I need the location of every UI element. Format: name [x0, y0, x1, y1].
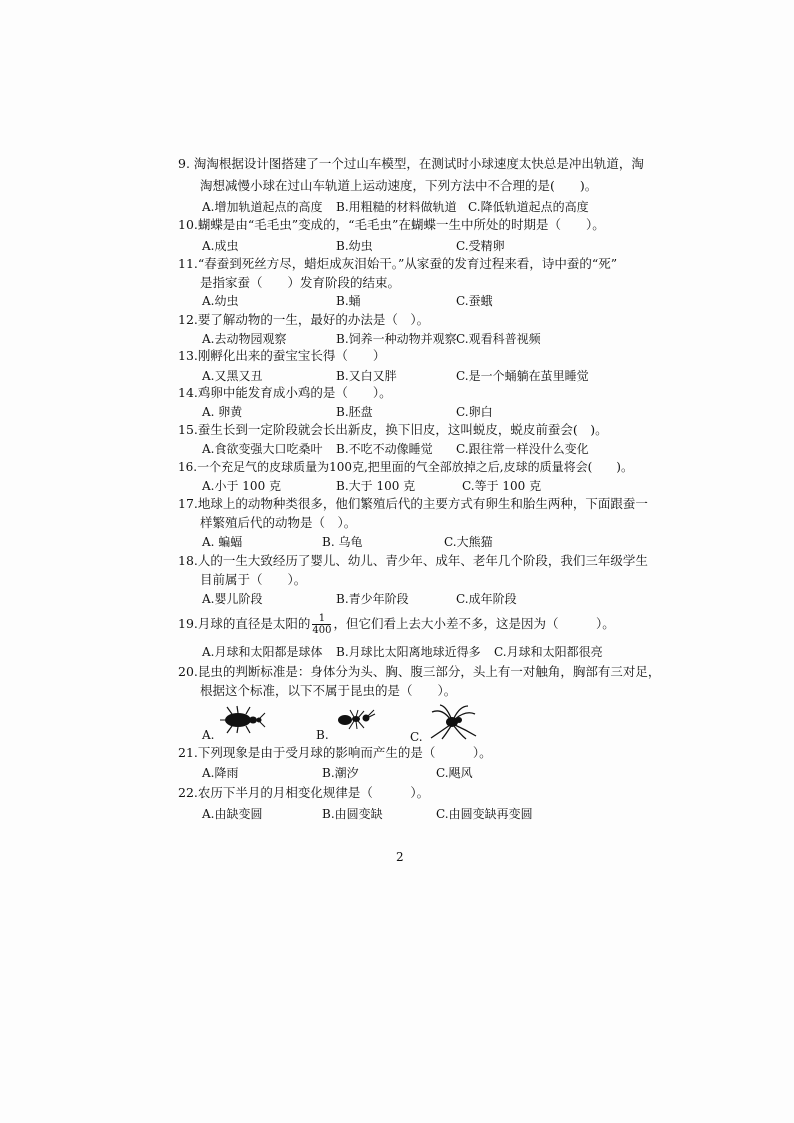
question-11-option-c: C.蚕蛾: [456, 294, 493, 308]
question-19-option-a: A.月球和太阳都是球体: [202, 645, 323, 659]
question-12-option-b: B.饲养一种动物并观察: [336, 332, 457, 346]
question-22-option-c: C.由圆变缺再变圆: [436, 807, 533, 821]
question-15-option-b: B.不吃不动像睡觉: [336, 442, 433, 456]
question-18-line-2: 目前属于（ ）。: [200, 572, 307, 587]
question-11-line-1: 11.“春蚕到死丝方尽，蜡炬成灰泪始干。”从家蚕的发育过程来看，诗中蚕的“死”: [178, 256, 618, 271]
question-20-option-b: B.: [316, 728, 329, 742]
question-20-option-a: A.: [202, 728, 215, 742]
question-19-option-b: B.月球比太阳离地球近得多: [336, 645, 481, 659]
question-10-option-b: B.幼虫: [336, 239, 373, 253]
page-number: 2: [396, 850, 404, 864]
fraction-denominator: 400: [312, 625, 332, 636]
question-12-line-1: 12.要了解动物的一生，最好的办法是（ ）。: [178, 312, 430, 327]
question-11-option-a: A.幼虫: [202, 294, 239, 308]
question-20-option-c: C.: [410, 730, 423, 744]
question-21-option-a: A.降雨: [202, 766, 239, 780]
question-13-option-c: C.是一个蛹躺在茧里睡觉: [456, 369, 589, 383]
question-22-option-b: B.由圆变缺: [322, 807, 383, 821]
question-19-text-after: ，但它们看上去大小差不多，这是因为（ ）。: [333, 616, 615, 631]
fraction: [312, 613, 331, 636]
question-17-line-2: 样繁殖后代的动物是（ ）。: [200, 515, 357, 530]
question-14-line-1: 14.鸡卵中能发育成小鸡的是（ ）。: [178, 385, 392, 400]
question-19-line-1: [178, 613, 615, 636]
question-17-line-1: 17.地球上的动物种类很多，他们繁殖后代的主要方式有卵生和胎生两种，下面跟蚕一: [178, 496, 648, 511]
question-11-option-b: B.蛹: [336, 294, 361, 308]
question-12-option-c: C.观看科普视频: [456, 332, 541, 346]
question-15-line-1: 15.蚕生长到一定阶段就会长出新皮，换下旧皮，这叫蜕皮，蜕皮前蚕会( )。: [178, 422, 608, 437]
question-10-option-c: C.受精卵: [456, 239, 505, 253]
beetle-icon: [218, 704, 266, 734]
ant-icon: [336, 708, 376, 730]
question-15-option-a: A.食欲变强大口吃桑叶: [202, 442, 323, 456]
question-13-line-1: 13.刚孵化出来的蚕宝宝长得（ ）: [178, 348, 386, 363]
question-16-line-1: 16.一个充足气的皮球质量为100克,把里面的气全部放掉之后,皮球的质量将会( )。: [178, 460, 633, 474]
question-22-line-1: 22.农历下半月的月相变化规律是（ ）。: [178, 785, 430, 800]
question-10-line-1: 10.蝴蝶是由“毛毛虫”变成的，“毛毛虫”在蝴蝶一生中所处的时期是（ ）。: [178, 217, 605, 232]
question-20-line-2: 根据这个标准，以下不属于昆虫的是（ ）。: [200, 683, 457, 698]
question-17-option-b: B. 乌龟: [322, 535, 363, 549]
question-19-option-c: C.月球和太阳都很亮: [494, 645, 603, 659]
question-18-option-a: A.婴儿阶段: [202, 592, 263, 606]
question-18-line-1: 18.人的一生大致经历了婴儿、幼儿、青少年、成年、老年几个阶段，我们三年级学生: [178, 553, 648, 568]
fraction-numerator: 1: [312, 613, 331, 625]
question-9-option-b: B.用粗糙的材料做轨道: [336, 200, 457, 214]
question-17-option-c: C.大熊猫: [444, 535, 493, 549]
spider-icon: [428, 704, 478, 740]
question-11-line-2: 是指家蚕（ ）发育阶段的结束。: [200, 275, 401, 290]
question-14-option-c: C.卵白: [456, 405, 493, 419]
question-9-option-c: C.降低轨道起点的高度: [468, 200, 589, 214]
question-21-line-1: 21.下列现象是由于受月球的影响而产生的是（ ）。: [178, 745, 492, 760]
question-10-option-a: A.成虫: [202, 239, 239, 253]
question-12-option-a: A.去动物园观察: [202, 332, 287, 346]
question-13-option-b: B.又白又胖: [336, 369, 397, 383]
question-9-line-2: 淘想减慢小球在过山车轨道上运动速度，下列方法中不合理的是( )。: [200, 178, 598, 193]
question-19-text-before: 19.月球的直径是太阳的: [178, 616, 311, 631]
question-9-line-1: 9. 淘淘根据设计图搭建了一个过山车模型，在测试时小球速度太快总是冲出轨道，淘: [178, 156, 644, 171]
question-17-option-a: A. 蝙蝠: [202, 535, 243, 549]
question-20-line-1: 20.昆虫的判断标准是：身体分为头、胸、腹三部分，头上有一对触角，胸部有三对足，: [178, 664, 661, 679]
question-14-option-b: B.胚盘: [336, 405, 373, 419]
question-13-option-a: A.又黑又丑: [202, 369, 263, 383]
question-15-option-c: C.跟往常一样没什么变化: [456, 442, 589, 456]
question-18-option-b: B.青少年阶段: [336, 592, 409, 606]
question-22-option-a: A.由缺变圆: [202, 807, 263, 821]
question-9-option-a: A.增加轨道起点的高度: [202, 200, 323, 214]
question-21-option-b: B.潮汐: [322, 766, 359, 780]
question-16-option-c: C.等于 100 克: [462, 479, 542, 493]
question-14-option-a: A. 卵黄: [202, 405, 243, 419]
question-21-option-c: C.飓风: [436, 766, 473, 780]
question-16-option-b: B.大于 100 克: [336, 479, 416, 493]
question-16-option-a: A.小于 100 克: [202, 479, 282, 493]
question-18-option-c: C.成年阶段: [456, 592, 517, 606]
